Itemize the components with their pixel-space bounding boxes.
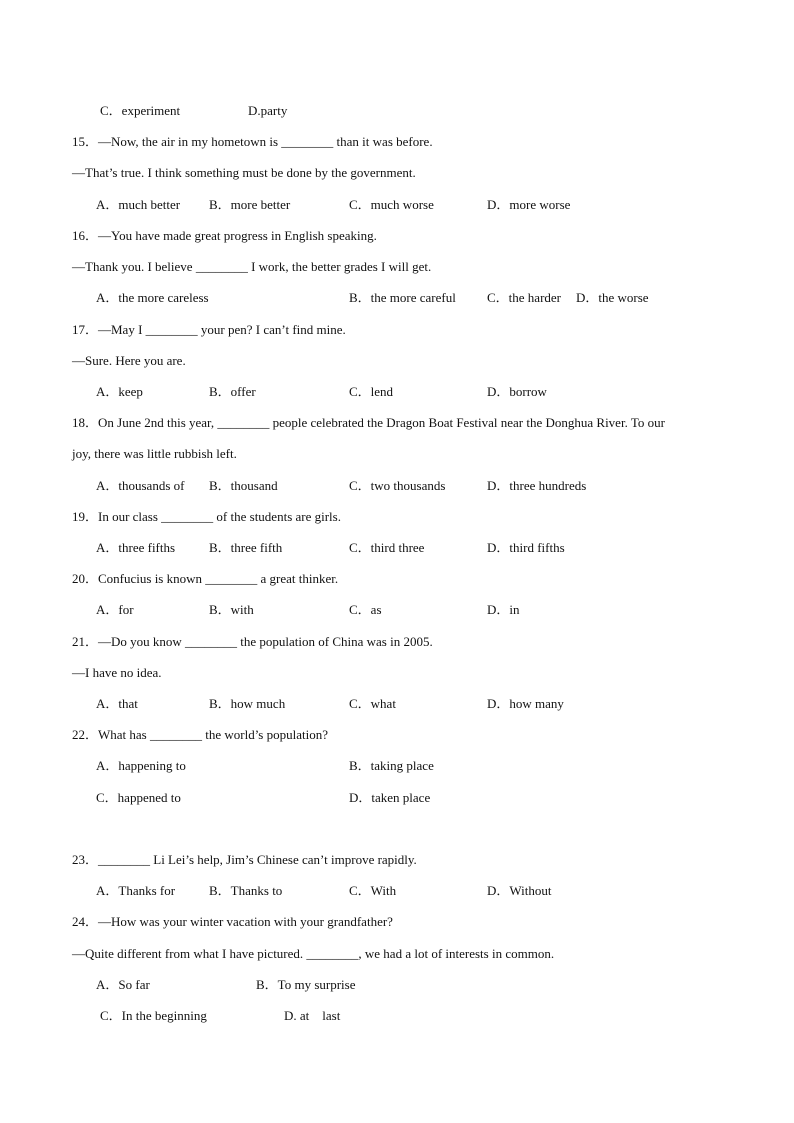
q16-option-d: D．the worse: [576, 290, 649, 305]
q15-reply: —That’s true. I think something must be done by the government.: [72, 165, 416, 180]
q15-stem: 15．—Now, the air in my hometown is ________ than it was before.: [72, 134, 433, 149]
q22-option-a: A．happening to: [96, 758, 186, 773]
q17-option-b: B．offer: [209, 384, 256, 399]
q24-option-b: B．To my surprise: [256, 977, 356, 992]
q17-option-a: A．keep: [96, 384, 143, 399]
q23-option-d: D．Without: [487, 883, 552, 898]
q24-option-a: A．So far: [96, 977, 150, 992]
q19-option-d: D．third fifths: [487, 540, 565, 555]
q20-option-a: A．for: [96, 602, 134, 617]
q16-reply: —Thank you. I believe ________ I work, the better grades I will get.: [72, 259, 432, 274]
q17-stem: 17．—May I ________ your pen? I can’t find mine.: [72, 322, 346, 337]
q20-option-d: D．in: [487, 602, 520, 617]
q19-option-c: C．third three: [349, 540, 425, 555]
q18-stem-continued: joy, there was little rubbish left.: [72, 446, 237, 461]
q17-option-d: D．borrow: [487, 384, 547, 399]
q16-option-c: C．the harder: [487, 290, 562, 305]
q22-stem: 22．What has ________ the world’s population?: [72, 727, 328, 742]
q18-option-a: A．thousands of: [96, 478, 185, 493]
q23-option-b: B．Thanks to: [209, 883, 283, 898]
q22-option-c: C．happened to: [96, 790, 181, 805]
q16-stem: 16．—You have made great progress in English speaking.: [72, 228, 377, 243]
q21-option-d: D．how many: [487, 696, 564, 711]
q17-option-c: C．lend: [349, 384, 394, 399]
q19-option-a: A．three fifths: [96, 540, 176, 555]
q14-option-c: C．experiment: [100, 103, 181, 118]
q23-option-a: A．Thanks for: [96, 883, 176, 898]
q18-option-b: B．thousand: [209, 478, 278, 493]
q24-option-d: D. at last: [284, 1008, 341, 1023]
q19-stem: 19．In our class ________ of the students are girls.: [72, 509, 341, 524]
q15-option-c: C．much worse: [349, 197, 434, 212]
q16-option-b: B．the more careful: [349, 290, 456, 305]
q21-stem: 21．—Do you know ________ the population of China was in 2005.: [72, 634, 433, 649]
q14-option-d: D.party: [248, 103, 288, 118]
q19-option-b: B．three fifth: [209, 540, 283, 555]
q24-option-c: C．In the beginning: [100, 1008, 207, 1023]
q21-option-a: A．that: [96, 696, 138, 711]
q20-option-b: B．with: [209, 602, 254, 617]
q15-option-b: B．more better: [209, 197, 291, 212]
q23-stem: 23．________ Li Lei’s help, Jim’s Chinese can’t improve rapidly.: [72, 852, 417, 867]
q23-option-c: C．With: [349, 883, 397, 898]
q21-reply: —I have no idea.: [72, 665, 162, 680]
q20-option-c: C．as: [349, 602, 382, 617]
q18-stem: 18．On June 2nd this year, ________ people celebrated the Dragon Boat Festival near the Donghua River. To our: [72, 415, 665, 430]
q22-option-d: D．taken place: [349, 790, 431, 805]
q24-stem: 24．—How was your winter vacation with your grandfather?: [72, 914, 393, 929]
q17-reply: —Sure. Here you are.: [72, 353, 186, 368]
q15-option-d: D．more worse: [487, 197, 571, 212]
q24-reply: —Quite different from what I have pictured. ________, we had a lot of interests in common.: [72, 946, 555, 961]
q15-option-a: A．much better: [96, 197, 181, 212]
q22-option-b: B．taking place: [349, 758, 434, 773]
q18-option-c: C．two thousands: [349, 478, 446, 493]
q21-option-b: B．how much: [209, 696, 286, 711]
q18-option-d: D．three hundreds: [487, 478, 587, 493]
q16-option-a: A．the more careless: [96, 290, 209, 305]
q20-stem: 20．Confucius is known ________ a great thinker.: [72, 571, 339, 586]
q21-option-c: C．what: [349, 696, 396, 711]
